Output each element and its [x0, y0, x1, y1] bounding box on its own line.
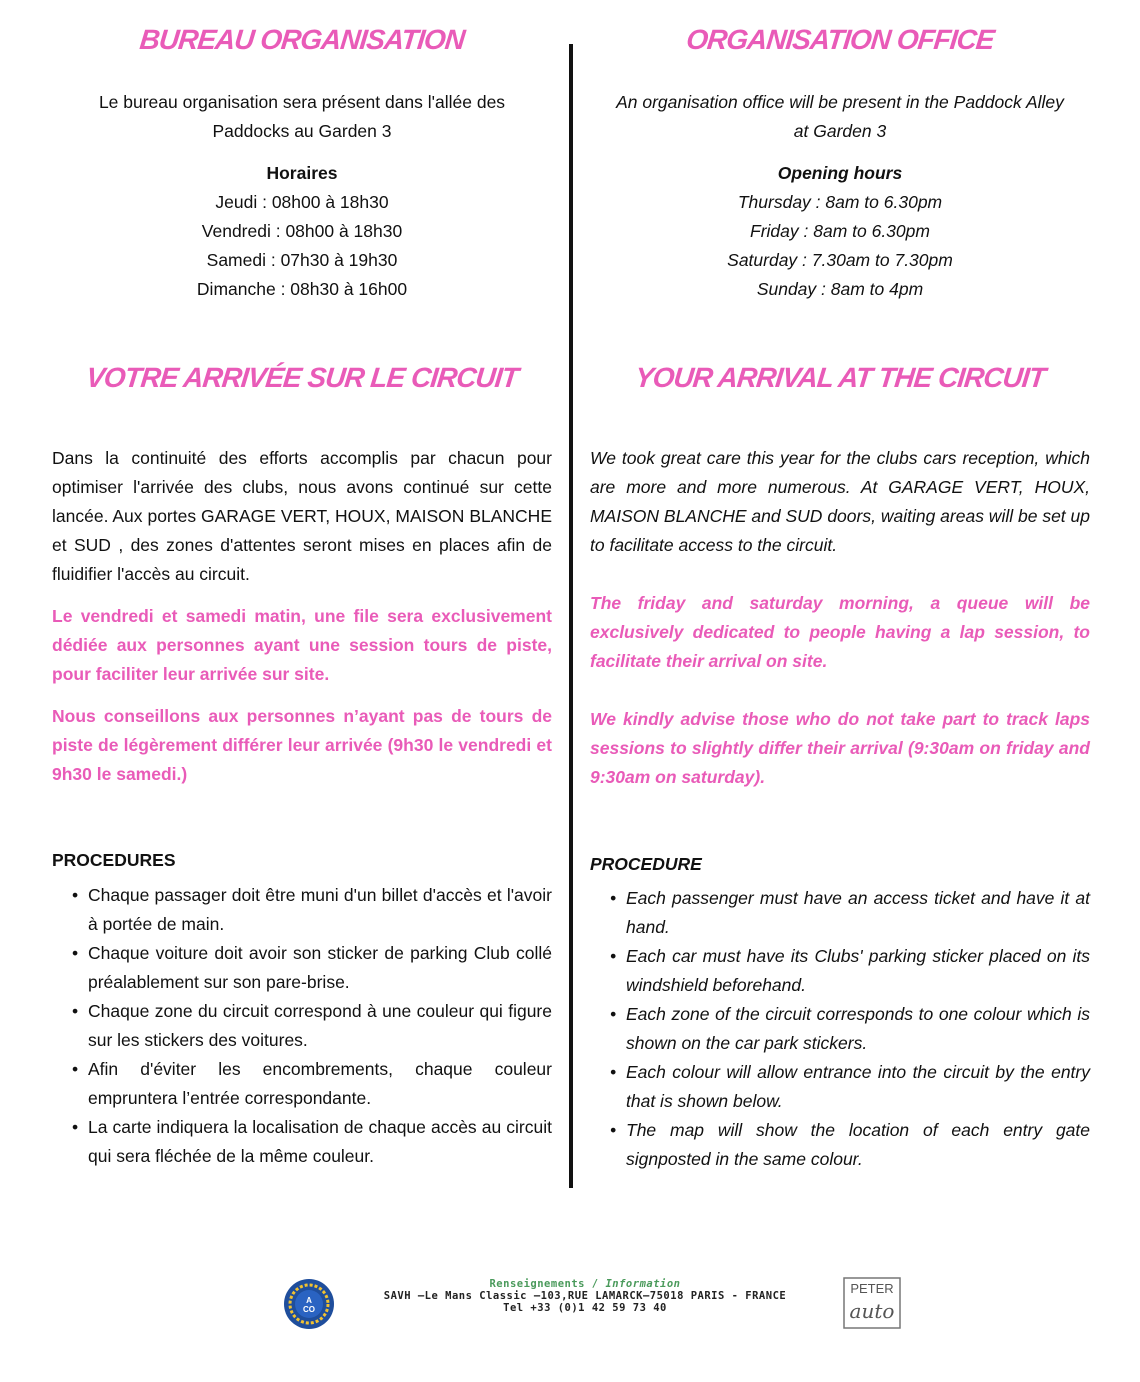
queue-text-en: The friday and saturday morning, a queue will be exclusively dedicated to people having a lap session, to facilitate their arrival on site.: [590, 593, 1090, 671]
arrival-text-en: We took great care this year for the clubs cars reception, which are more and more numerous. At GARAGE VERT, HOUX, MAISON BLANCHE and SUD doors, waiting areas will be set up to facilitate access to the circuit.: [590, 448, 1090, 555]
office-text-en: [590, 88, 1090, 146]
procedures-title-fr: PROCEDURES: [52, 850, 176, 870]
hours-item: Thursday : 8am to 6.30pm: [737, 192, 943, 212]
office-text-line-1: An organisation office will be present in the Paddock Alley: [616, 92, 1064, 112]
procedures-title-en: PROCEDURE: [590, 854, 702, 874]
queue-text-fr: Le vendredi et samedi matin, une file sera exclusivement dédiée aux personnes ayant une session tours de piste, pour faciliter leur arrivée sur site.: [52, 606, 552, 684]
hours-item: Friday : 8am to 6.30pm: [750, 221, 930, 241]
office-text-line-1: Le bureau organisation sera présent dans l'allée des: [98, 92, 506, 112]
office-text-fr: [52, 88, 552, 146]
footer-address: SAVH –Le Mans Classic –103,RUE LAMARCK–75018 PARIS - FRANCE: [383, 1290, 787, 1302]
list-item: • The map will show the location of each entry gate signposted in the same colour.: [610, 1120, 1090, 1169]
info-label-en: Information: [605, 1278, 681, 1290]
list-item: • Each passenger must have an access ticket and have it at hand.: [610, 888, 1090, 937]
hours-item: Sunday : 8am to 4pm: [756, 279, 924, 299]
hours-title: Horaires: [266, 163, 338, 183]
list-item: • Each car must have its Clubs' parking sticker placed on its windshield beforehand.: [610, 946, 1090, 995]
arrival-title-en: YOUR ARRIVAL AT THE CIRCUIT: [633, 362, 1047, 393]
svg-text:PETER: PETER: [850, 1281, 894, 1296]
advice-text-en: We kindly advise those who do not take part to track laps sessions to slightly differ their arrival (9:30am on friday and 9:30am on saturday).: [590, 709, 1090, 787]
procedures-list-fr: [52, 881, 552, 1171]
arrival-text-fr: Dans la continuité des efforts accomplis par chacun pour optimiser l'arrivée des clubs, nous avons continué sur cette lancée. Aux portes GARAGE VERT, HOUX, MAISON BLANCHE et SUD , des zones d'attentes seront mises en places afin de fluidifier l'accès au circuit.: [52, 448, 552, 584]
arrival-title-fr: VOTRE ARRIVÉE SUR LE CIRCUIT: [84, 362, 520, 393]
office-title-en: ORGANISATION OFFICE: [684, 24, 996, 55]
hours-title: Opening hours: [777, 163, 903, 183]
advice-text-fr: Nous conseillons aux personnes n’ayant pas de tours de piste de légèrement différer leur arrivée (9h30 le vendredi et 9h30 le samedi.): [52, 706, 552, 784]
list-item: • Chaque voiture doit avoir son sticker de parking Club collé préalablement sur son pare-brise.: [72, 943, 552, 992]
footer-phone: Tel +33 (0)1 42 59 73 40: [503, 1302, 667, 1314]
list-item: • Each zone of the circuit corresponds to one colour which is shown on the car park stickers.: [610, 1004, 1090, 1053]
hours-item: Vendredi : 08h00 à 18h30: [201, 221, 403, 241]
svg-text:CO: CO: [303, 1305, 315, 1314]
hours-item: Dimanche : 08h30 à 16h00: [196, 279, 408, 299]
svg-text:auto: auto: [849, 1299, 895, 1323]
hours-block-fr: [52, 159, 552, 304]
office-text-line-2: at Garden 3: [793, 121, 887, 141]
footer: [0, 1270, 1140, 1350]
info-label-fr: Renseignements /: [489, 1278, 599, 1290]
column-divider: [569, 44, 573, 1188]
list-item: • Chaque passager doit être muni d'un billet d'accès et l'avoir à portée de main.: [72, 885, 552, 934]
list-item: • Each colour will allow entrance into the circuit by the entry that is shown below.: [610, 1062, 1090, 1111]
hours-item: Jeudi : 08h00 à 18h30: [215, 192, 389, 212]
svg-text:A: A: [306, 1296, 312, 1305]
hours-item: Saturday : 7.30am to 7.30pm: [727, 250, 953, 270]
office-text-line-2: Paddocks au Garden 3: [212, 121, 392, 141]
list-item: • Afin d'éviter les encombrements, chaque couleur empruntera l’entrée correspondante.: [72, 1059, 552, 1108]
list-item: • Chaque zone du circuit correspond à une couleur qui figure sur les stickers des voitures.: [72, 1001, 552, 1050]
aco-logo: [283, 1278, 335, 1330]
peter-auto-logo: [838, 1276, 906, 1332]
footer-info: [380, 1278, 790, 1314]
hours-item: Samedi : 07h30 à 19h30: [206, 250, 398, 270]
office-title-fr: BUREAU ORGANISATION: [138, 24, 466, 55]
list-item: • La carte indiquera la localisation de chaque accès au circuit qui sera fléchée de la même couleur.: [72, 1117, 552, 1166]
hours-block-en: [590, 159, 1090, 304]
procedures-list-en: [590, 884, 1090, 1174]
